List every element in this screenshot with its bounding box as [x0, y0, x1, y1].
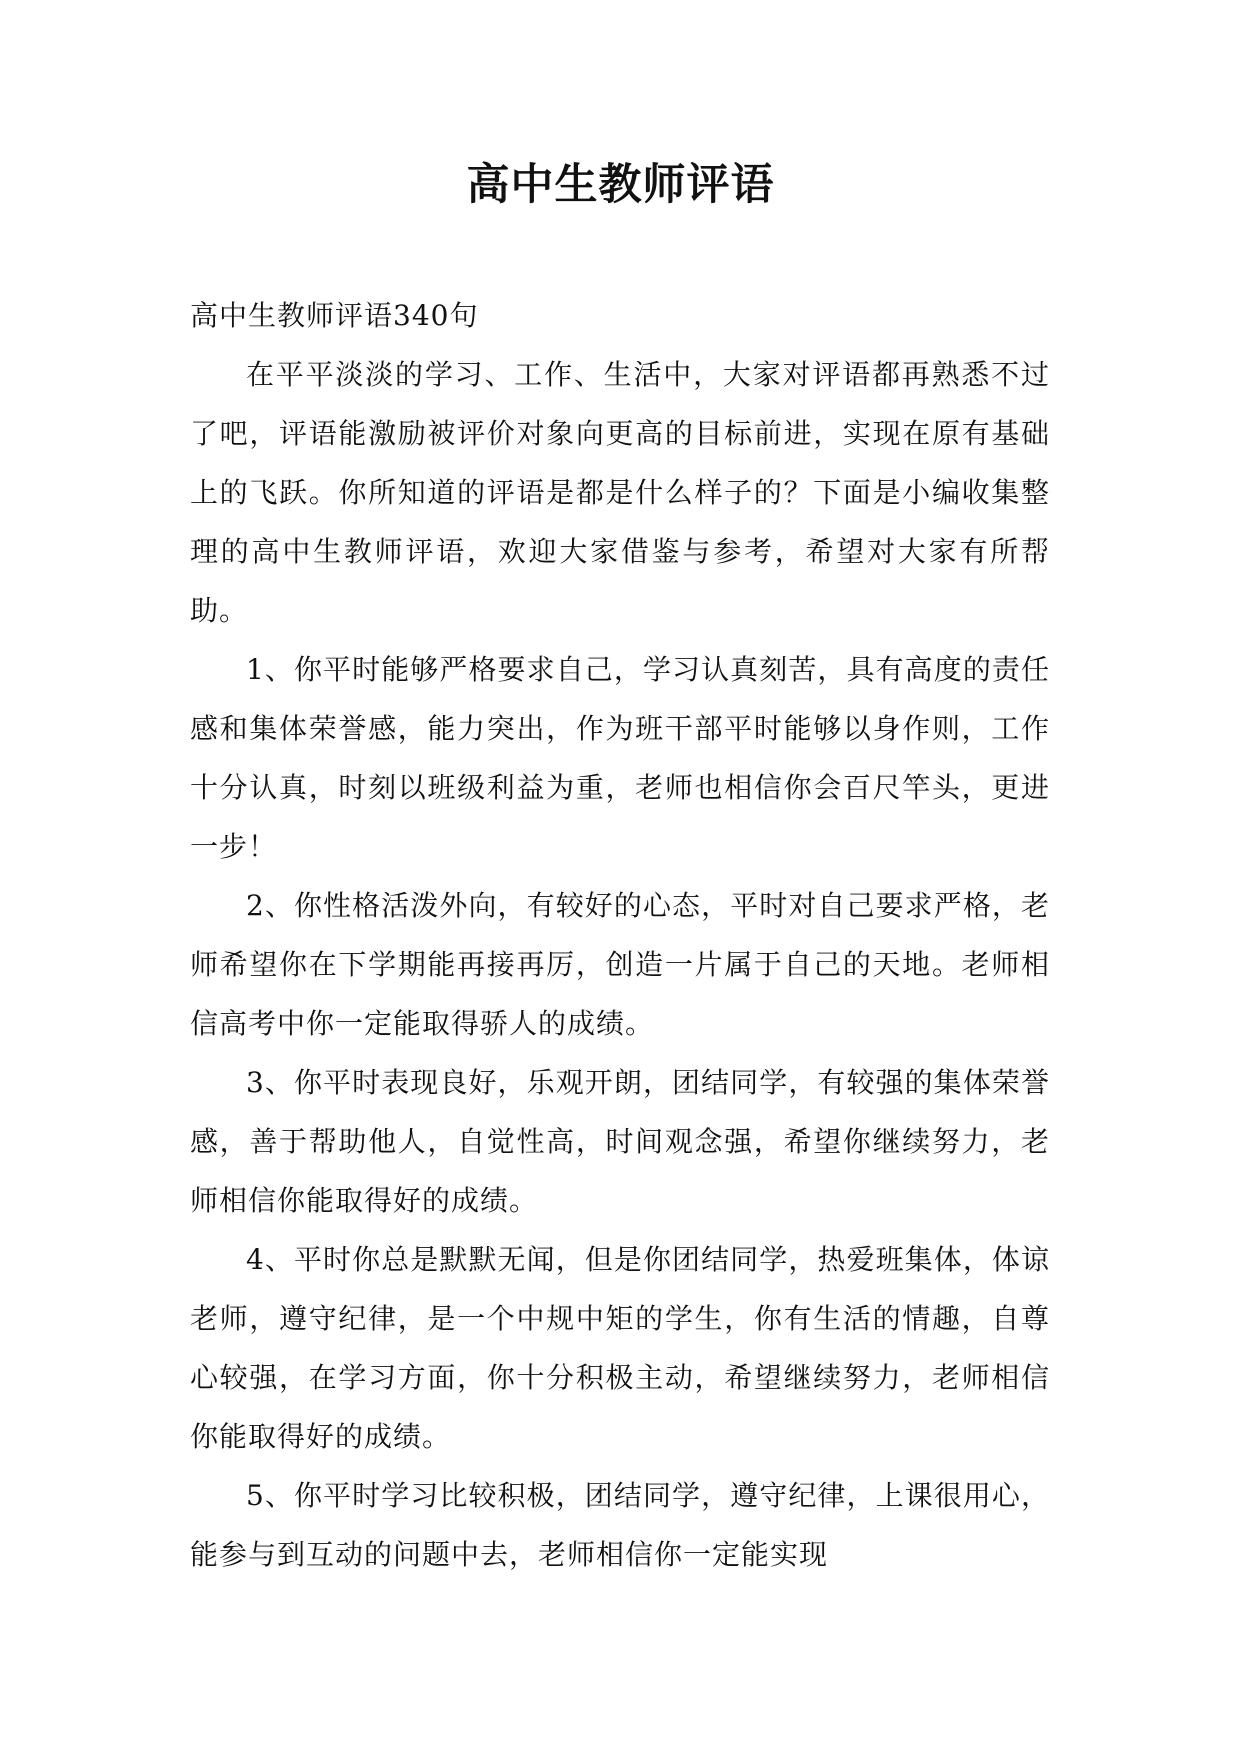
document-title: 高中生教师评语 — [466, 160, 775, 210]
comment-item-5: 5、你平时学习比较积极，团结同学，遵守纪律，上课很用心，能参与到互动的问题中去，老师相信你一定能实现 — [190, 1479, 1050, 1571]
document-body — [190, 286, 1050, 1584]
intro-paragraph: 在平平淡淡的学习、工作、生活中，大家对评语都再熟悉不过了吧，评语能激励被评价对象向更高的目标前进，实现在原有基础上的飞跃。你所知道的评语是都是什么样子的？下面是小编收集整理的高中生教师评语，欢迎大家借鉴与参考，希望对大家有所帮助。 — [190, 358, 1050, 627]
subtitle-line: 高中生教师评语340句 — [190, 299, 479, 332]
comment-item-4: 4、平时你总是默默无闻，但是你团结同学，热爱班集体，体谅老师，遵守纪律，是一个中规中矩的学生，你有生活的情趣，自尊心较强，在学习方面，你十分积极主动，希望继续努力，老师相信你能取得好的成绩。 — [190, 1243, 1050, 1453]
comment-item-3: 3、你平时表现良好，乐观开朗，团结同学，有较强的集体荣誉感，善于帮助他人，自觉性高，时间观念强，希望你继续努力，老师相信你能取得好的成绩。 — [190, 1066, 1050, 1217]
comment-item-1: 1、你平时能够严格要求自己，学习认真刻苦，具有高度的责任感和集体荣誉感，能力突出，作为班干部平时能够以身作则，工作十分认真，时刻以班级利益为重，老师也相信你会百尺竿头，更进一步！ — [190, 653, 1050, 863]
comment-item-2: 2、你性格活泼外向，有较好的心态，平时对自己要求严格，老师希望你在下学期能再接再厉，创造一片属于自己的天地。老师相信高考中你一定能取得骄人的成绩。 — [190, 889, 1050, 1040]
